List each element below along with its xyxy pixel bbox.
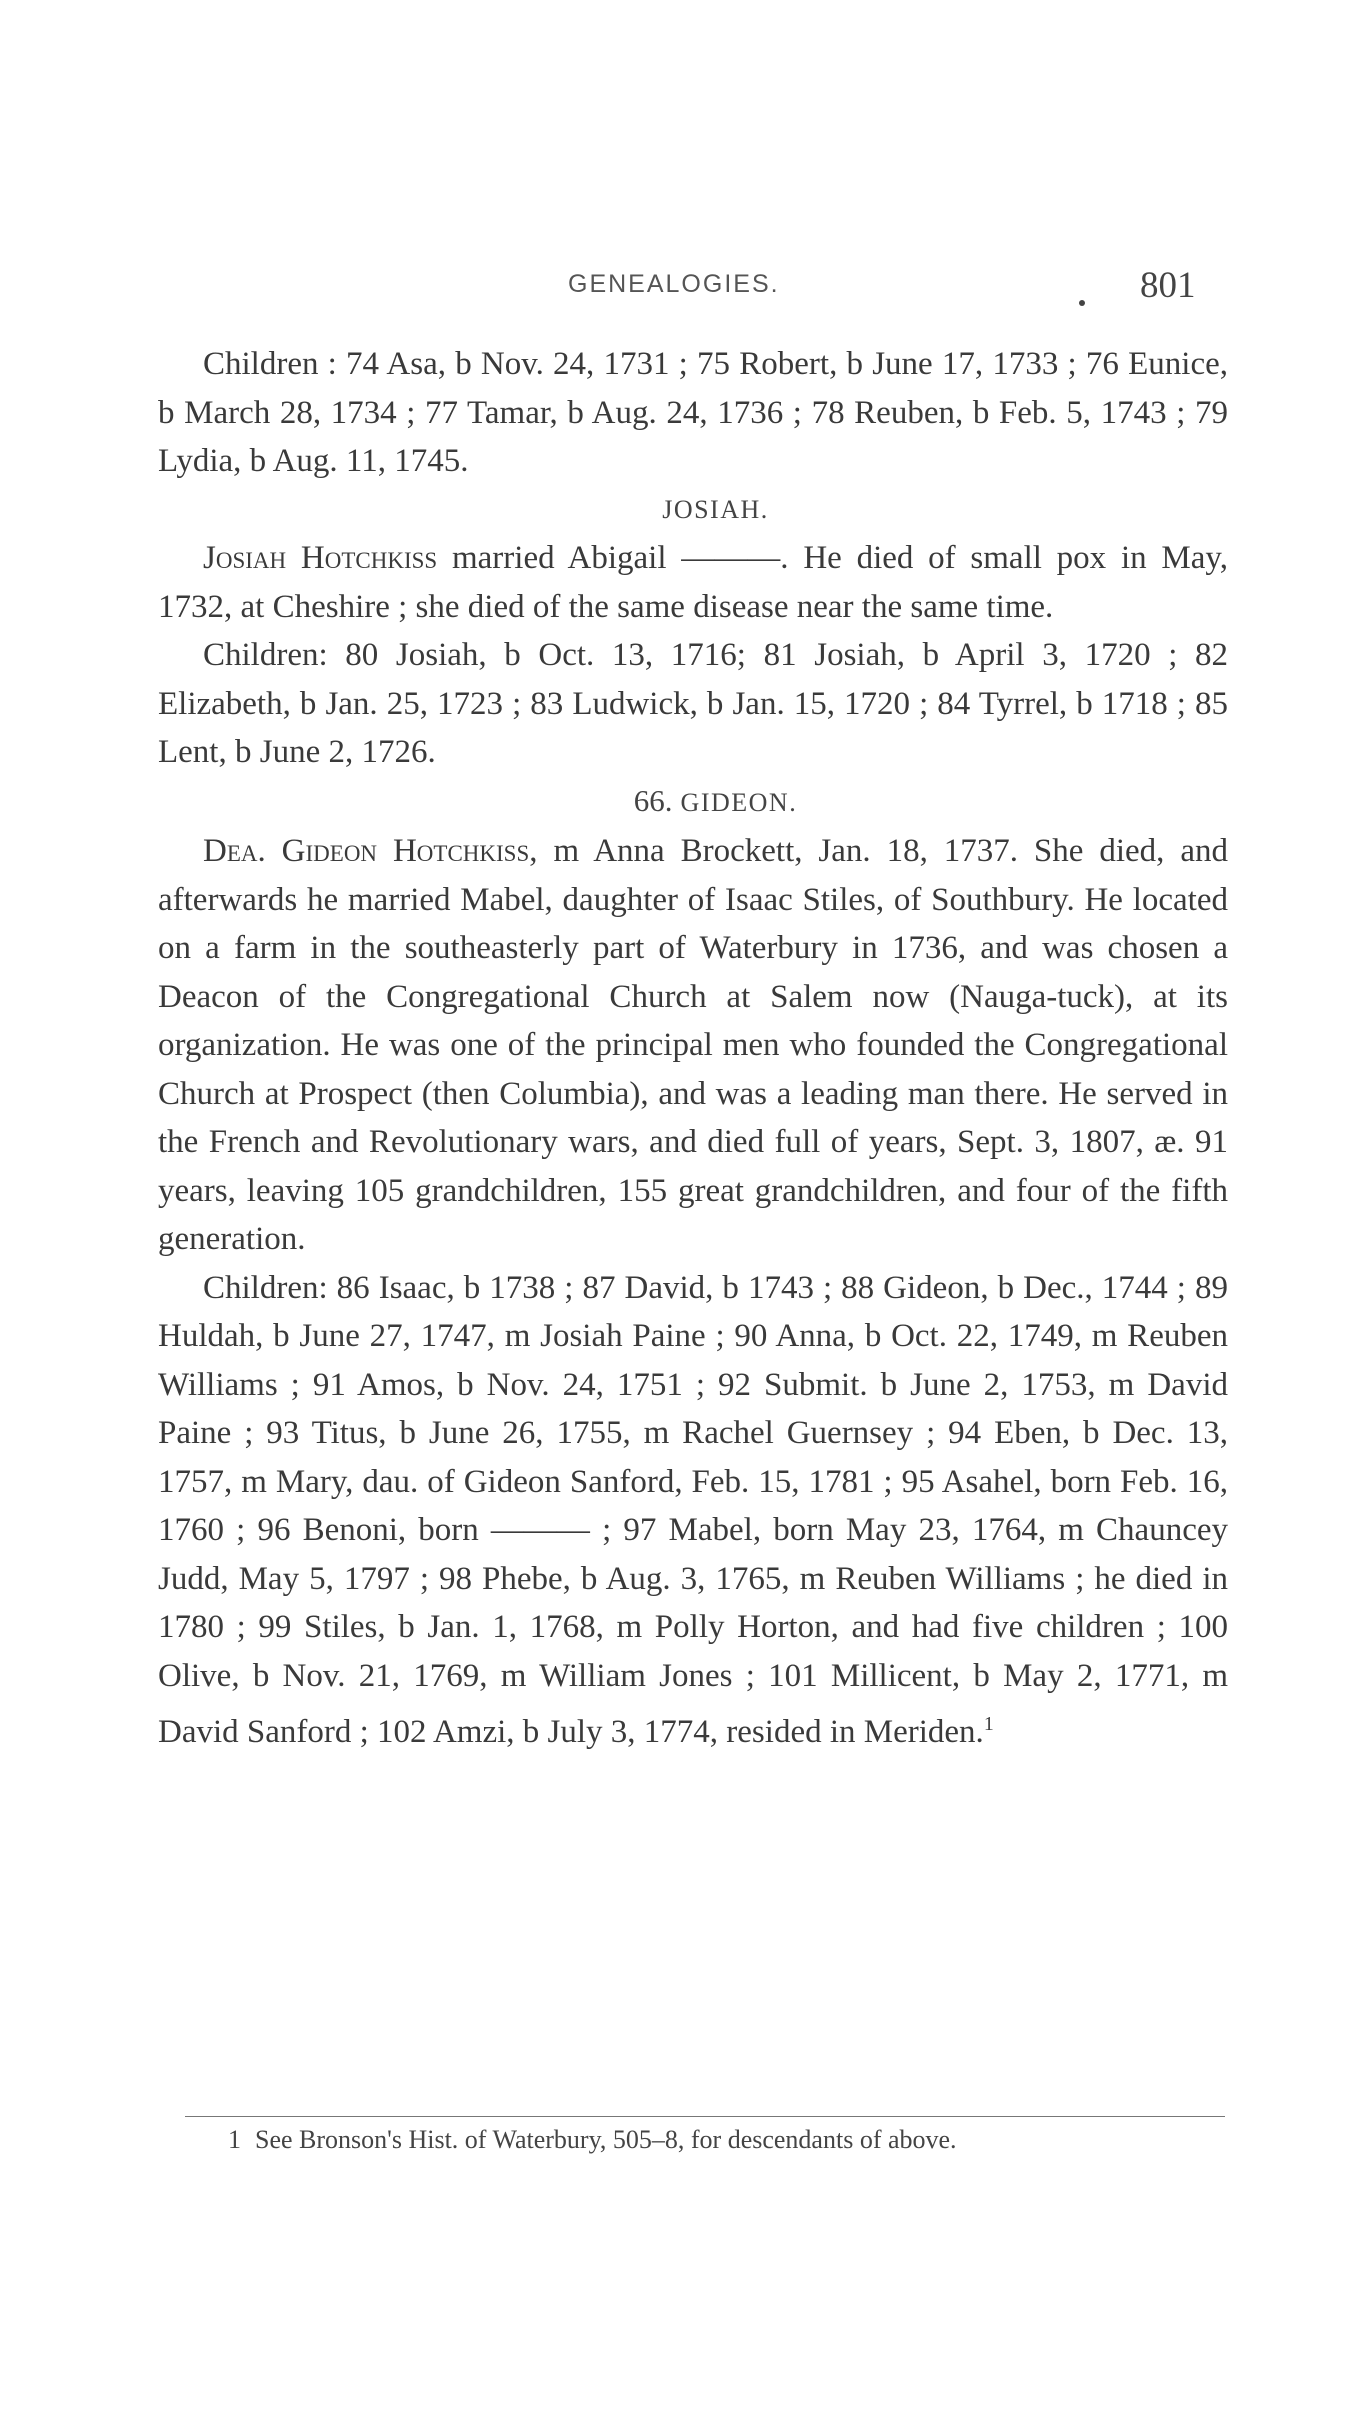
person-name-josiah: Josiah Hotchkiss xyxy=(203,540,438,576)
gideon-text: , m Anna Brockett, Jan. 18, 1737. She died, and afterwards he married Mabel, daughter of Isaac Stiles, of Southbury. He located on a farm in the southeasterly part of Waterbury in 1736, and was chosen a Deacon of the Congregational Church at Salem now (Nauga-tuck), at its organization. He was one of the principal men who founded the Congregational Church at Prospect (then Columbia), and was a leading man there. He served in the French and Revolutionary wars, and died full of years, Sept. 3, 1807, æ. 91 years, leaving 105 grandchildren, 155 great grandchildren, and four of the fifth generation. xyxy=(158,833,1228,1257)
footnote-number: 1 xyxy=(228,2125,241,2154)
person-name-gideon: Dea. Gideon Hotchkiss xyxy=(203,833,530,869)
josiah-text: married Abigail ———. He died of small pox in May, 1732, at Cheshire ; she died of the same disease near the same time. xyxy=(158,540,1228,625)
section-number: 66. xyxy=(633,782,673,818)
footnote-reference: 1 xyxy=(983,1713,994,1735)
printer-dot xyxy=(1079,300,1085,306)
section-heading-gideon-label: GIDEON. xyxy=(680,787,798,817)
gideon-paragraph xyxy=(158,827,1228,1264)
footnote-text: See Bronson's Hist. of Waterbury, 505–8, for descendants of above. xyxy=(255,2125,957,2154)
footnote-rule xyxy=(185,2116,1225,2117)
section-heading-josiah-label: JOSIAH. xyxy=(662,494,769,524)
running-title: GENEALOGIES. xyxy=(568,270,780,298)
asa-children-paragraph: Children : 74 Asa, b Nov. 24, 1731 ; 75 Robert, b June 17, 1733 ; 76 Eunice, b March 28, 1734 ; 77 Tamar, b Aug. 24, 1736 ; 78 Reuben, b Feb. 5, 1743 ; 79 Lydia, b Aug. 11, 1745. xyxy=(158,346,1228,479)
page-number: 801 xyxy=(1140,265,1196,306)
body-text xyxy=(158,340,1228,1757)
running-head xyxy=(0,265,1355,310)
footnote xyxy=(228,2125,1248,2155)
josiah-paragraph xyxy=(158,534,1228,631)
section-heading-gideon xyxy=(158,777,1228,828)
section-heading-josiah xyxy=(158,486,1228,535)
gideon-children-text: Children: 86 Isaac, b 1738 ; 87 David, b 1743 ; 88 Gideon, b Dec., 1744 ; 89 Huldah, b June 27, 1747, m Josiah Paine ; 90 Anna, b Oct. 22, 1749, m Reuben Williams ; 91 Amos, b Nov. 24, 1751 ; 92 Submit. b June 2, 1753, m David Paine ; 93 Titus, b June 26, 1755, m Rachel Guernsey ; 94 Eben, b Dec. 13, 1757, m Mary, dau. of Gideon Sanford, Feb. 15, 1781 ; 95 Asahel, born Feb. 16, 1760 ; 96 Benoni, born ——— ; 97 Mabel, born May 23, 1764, m Chauncey Judd, May 5, 1797 ; 98 Phebe, b Aug. 3, 1765, m Reuben Williams ; he died in 1780 ; 99 Stiles, b Jan. 1, 1768, m Polly Horton, and had five children ; 100 Olive, b Nov. 21, 1769, m William Jones ; 101 Millicent, b May 2, 1771, m David Sanford ; 102 Amzi, b July 3, 1774, resided in Meriden. xyxy=(158,1269,1228,1750)
josiah-children-paragraph: Children: 80 Josiah, b Oct. 13, 1716; 81 Josiah, b April 3, 1720 ; 82 Elizabeth, b Jan. 25, 1723 ; 83 Ludwick, b Jan. 15, 1720 ; 84 Tyrrel, b 1718 ; 85 Lent, b June 2, 1726. xyxy=(158,637,1228,770)
gideon-children-paragraph xyxy=(158,1264,1228,1757)
